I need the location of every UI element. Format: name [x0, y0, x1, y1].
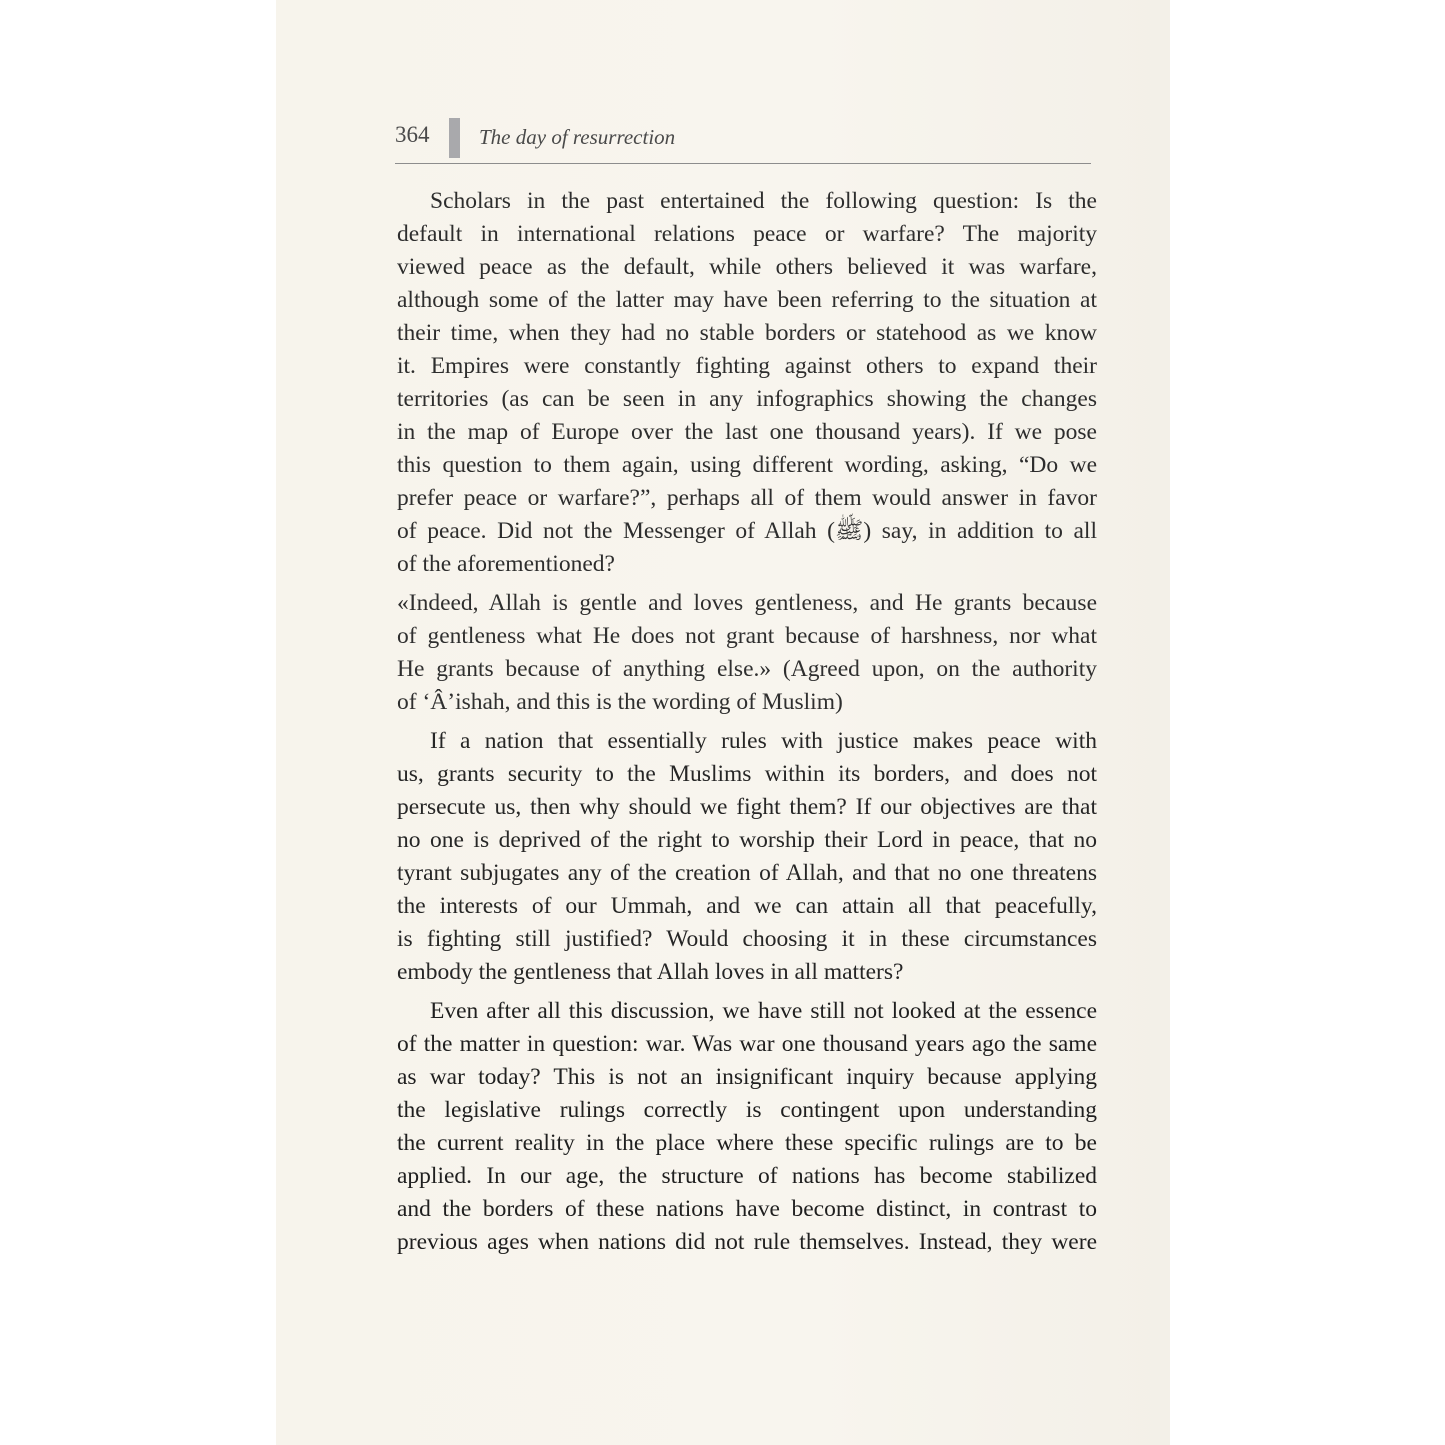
text-line: «Indeed, Allah is gentle and loves gentleness, and He grants because [397, 590, 1097, 616]
text-line: previous ages when nations did not rule themselves. Instead, they were [397, 1229, 1097, 1255]
text-line: in the map of Europe over the last one thousand years). If we pose [397, 419, 1097, 445]
text-line: this question to them again, using different wording, asking, “Do we [397, 452, 1097, 478]
page-number: 364 [395, 122, 430, 147]
text-line: default in international relations peace or warfare? The majority [397, 221, 1097, 247]
paragraph-1 [397, 185, 1097, 581]
text-line: Even after all this discussion, we have still not looked at the essence [430, 998, 1097, 1024]
page-header [395, 112, 1091, 162]
running-title: The day of resurrection [479, 125, 676, 149]
text-line: of peace. Did not the Messenger of Allah (ﷺ) say, in addition to all [397, 518, 1097, 544]
text-line: the current reality in the place where these specific rulings are to be [397, 1130, 1097, 1156]
header-rule [395, 163, 1091, 164]
header-bar [449, 118, 460, 158]
body-text [397, 185, 1097, 1259]
text-line: If a nation that essentially rules with justice makes peace with [430, 728, 1097, 754]
text-line: is fighting still justified? Would choosing it in these circumstances [397, 926, 1097, 952]
text-line: tyrant subjugates any of the creation of Allah, and that no one threatens [397, 860, 1097, 886]
text-line: He grants because of anything else.» (Agreed upon, on the authority [397, 656, 1097, 682]
text-line: of gentleness what He does not grant because of harshness, nor what [397, 623, 1097, 649]
text-line: and the borders of these nations have become distinct, in contrast to [397, 1196, 1097, 1222]
text-line: it. Empires were constantly fighting against others to expand their [397, 353, 1097, 379]
text-line: the legislative rulings correctly is contingent upon understanding [397, 1097, 1097, 1123]
text-line: of the aforementioned? [397, 551, 615, 577]
text-line: us, grants security to the Muslims within its borders, and does not [397, 761, 1097, 787]
text-line: of ‘Â’ishah, and this is the wording of Muslim) [397, 689, 843, 715]
text-line: no one is deprived of the right to worship their Lord in peace, that no [397, 827, 1097, 853]
text-line: although some of the latter may have been referring to the situation at [397, 287, 1097, 313]
text-line: Scholars in the past entertained the following question: Is the [430, 188, 1097, 214]
paragraph-4 [397, 995, 1097, 1259]
text-line: of the matter in question: war. Was war one thousand years ago the same [397, 1031, 1097, 1057]
text-line: embody the gentleness that Allah loves in all matters? [397, 959, 904, 985]
text-line: applied. In our age, the structure of nations has become stabilized [397, 1163, 1097, 1189]
text-line: prefer peace or warfare?”, perhaps all of them would answer in favor [397, 485, 1097, 511]
text-line: persecute us, then why should we fight them? If our objectives are that [397, 794, 1097, 820]
text-line: territories (as can be seen in any infographics showing the changes [397, 386, 1097, 412]
paragraph-2-hadith-quote [397, 587, 1097, 719]
text-line: their time, when they had no stable borders or statehood as we know [397, 320, 1097, 346]
text-line: as war today? This is not an insignificant inquiry because applying [397, 1064, 1097, 1090]
paragraph-3 [397, 725, 1097, 989]
text-line: viewed peace as the default, while others believed it was warfare, [397, 254, 1097, 280]
text-line: the interests of our Ummah, and we can attain all that peacefully, [397, 893, 1097, 919]
